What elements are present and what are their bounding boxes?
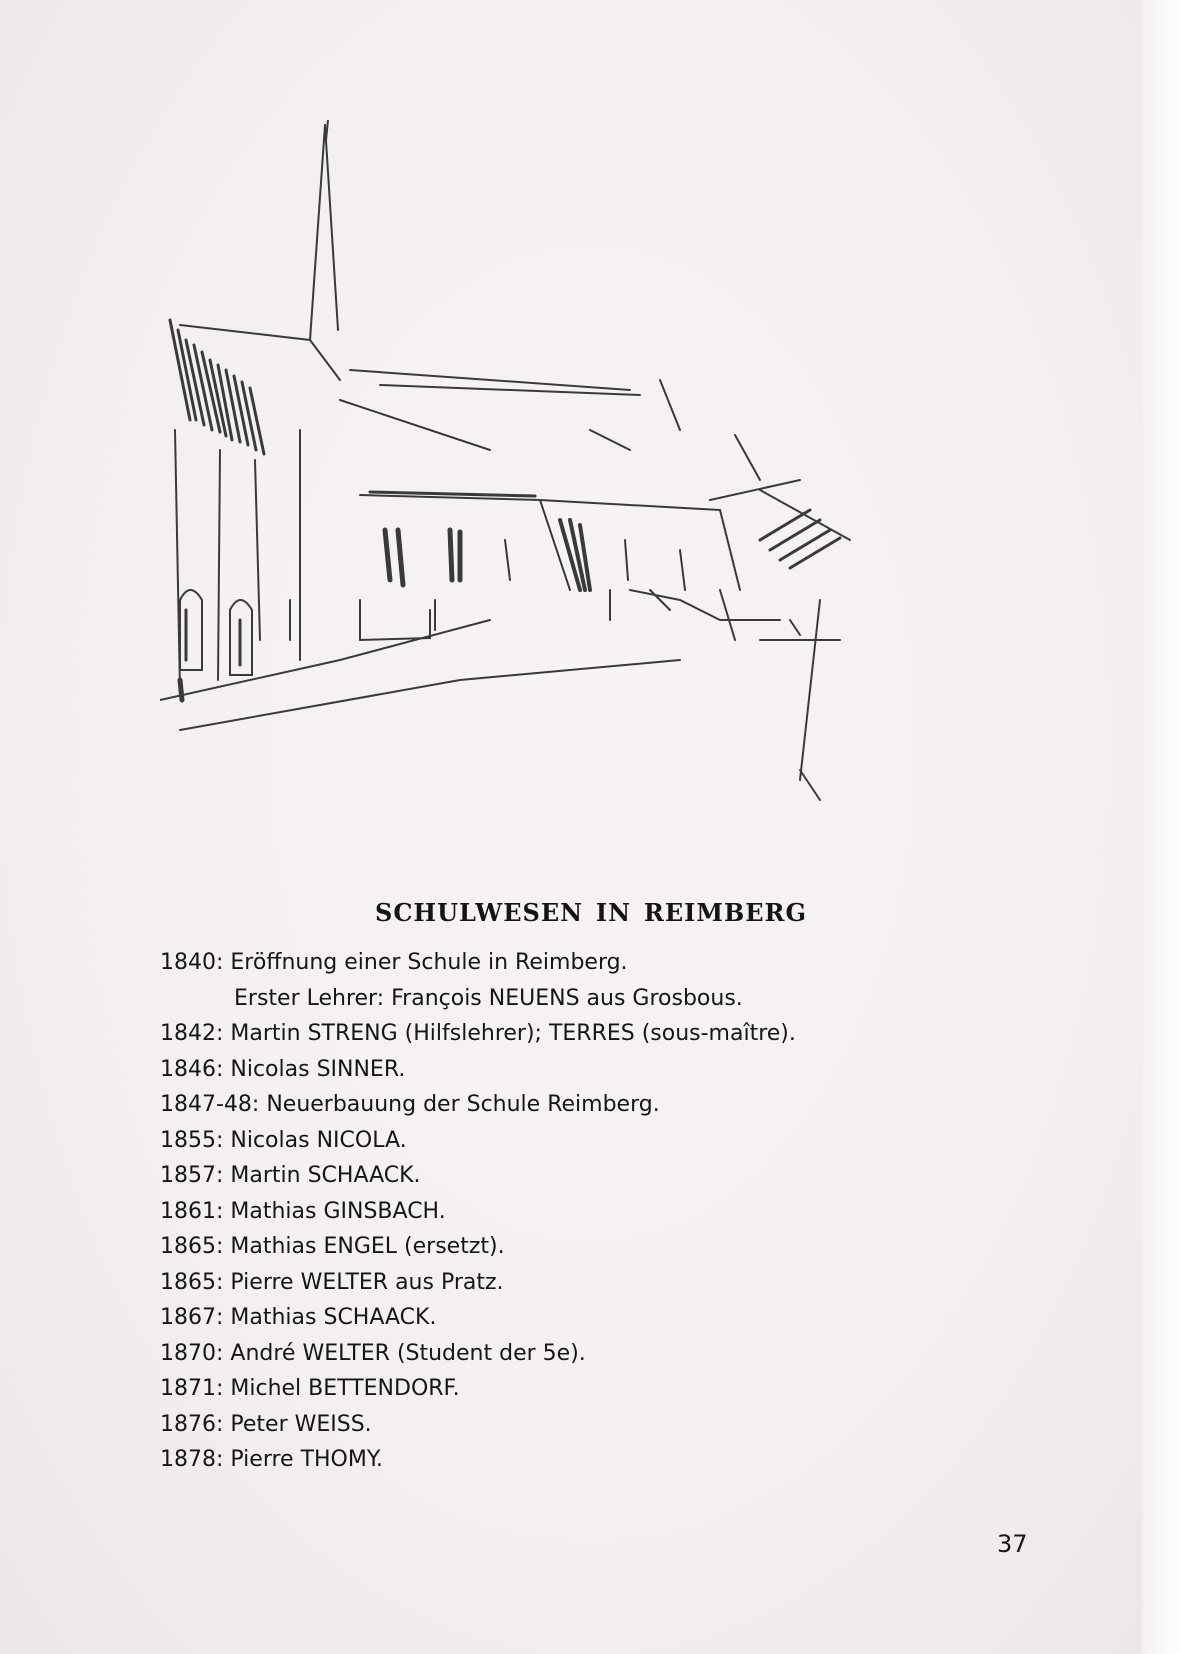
list-item: 1878: Pierre THOMY. [160, 1447, 383, 1472]
list-item: 1840: Eröffnung einer Schule in Reimberg. [160, 950, 628, 975]
church-sketch-icon [160, 120, 880, 880]
list-item: 1842: Martin STRENG (Hilfslehrer); TERRES (sous-maître). [160, 1021, 796, 1046]
list-item: Erster Lehrer: François NEUENS aus Grosbous. [234, 985, 743, 1011]
page-title: schulwesen in reimberg [375, 890, 807, 930]
list-item: 1847-48: Neuerbauung der Schule Reimberg. [160, 1092, 660, 1117]
list-item: 1865: Mathias ENGEL (ersetzt). [160, 1234, 505, 1259]
list-item: 1865: Pierre WELTER aus Pratz. [160, 1269, 504, 1295]
list-item: 1861: Mathias GINSBACH. [160, 1198, 446, 1224]
list-item: 1867: Mathias SCHAACK. [160, 1305, 437, 1330]
teacher-list [160, 945, 1060, 1478]
page-edge [1142, 0, 1182, 1654]
list-item: 1857: Martin SCHAACK. [160, 1163, 421, 1188]
list-item: 1870: André WELTER (Student der 5e). [160, 1340, 586, 1366]
list-item: 1876: Peter WEISS. [160, 1411, 372, 1437]
page-number: 37 [997, 1530, 1028, 1558]
list-item: 1871: Michel BETTENDORF. [160, 1376, 460, 1401]
list-item: 1846: Nicolas SINNER. [160, 1056, 406, 1082]
list-item: 1855: Nicolas NICOLA. [160, 1127, 407, 1153]
